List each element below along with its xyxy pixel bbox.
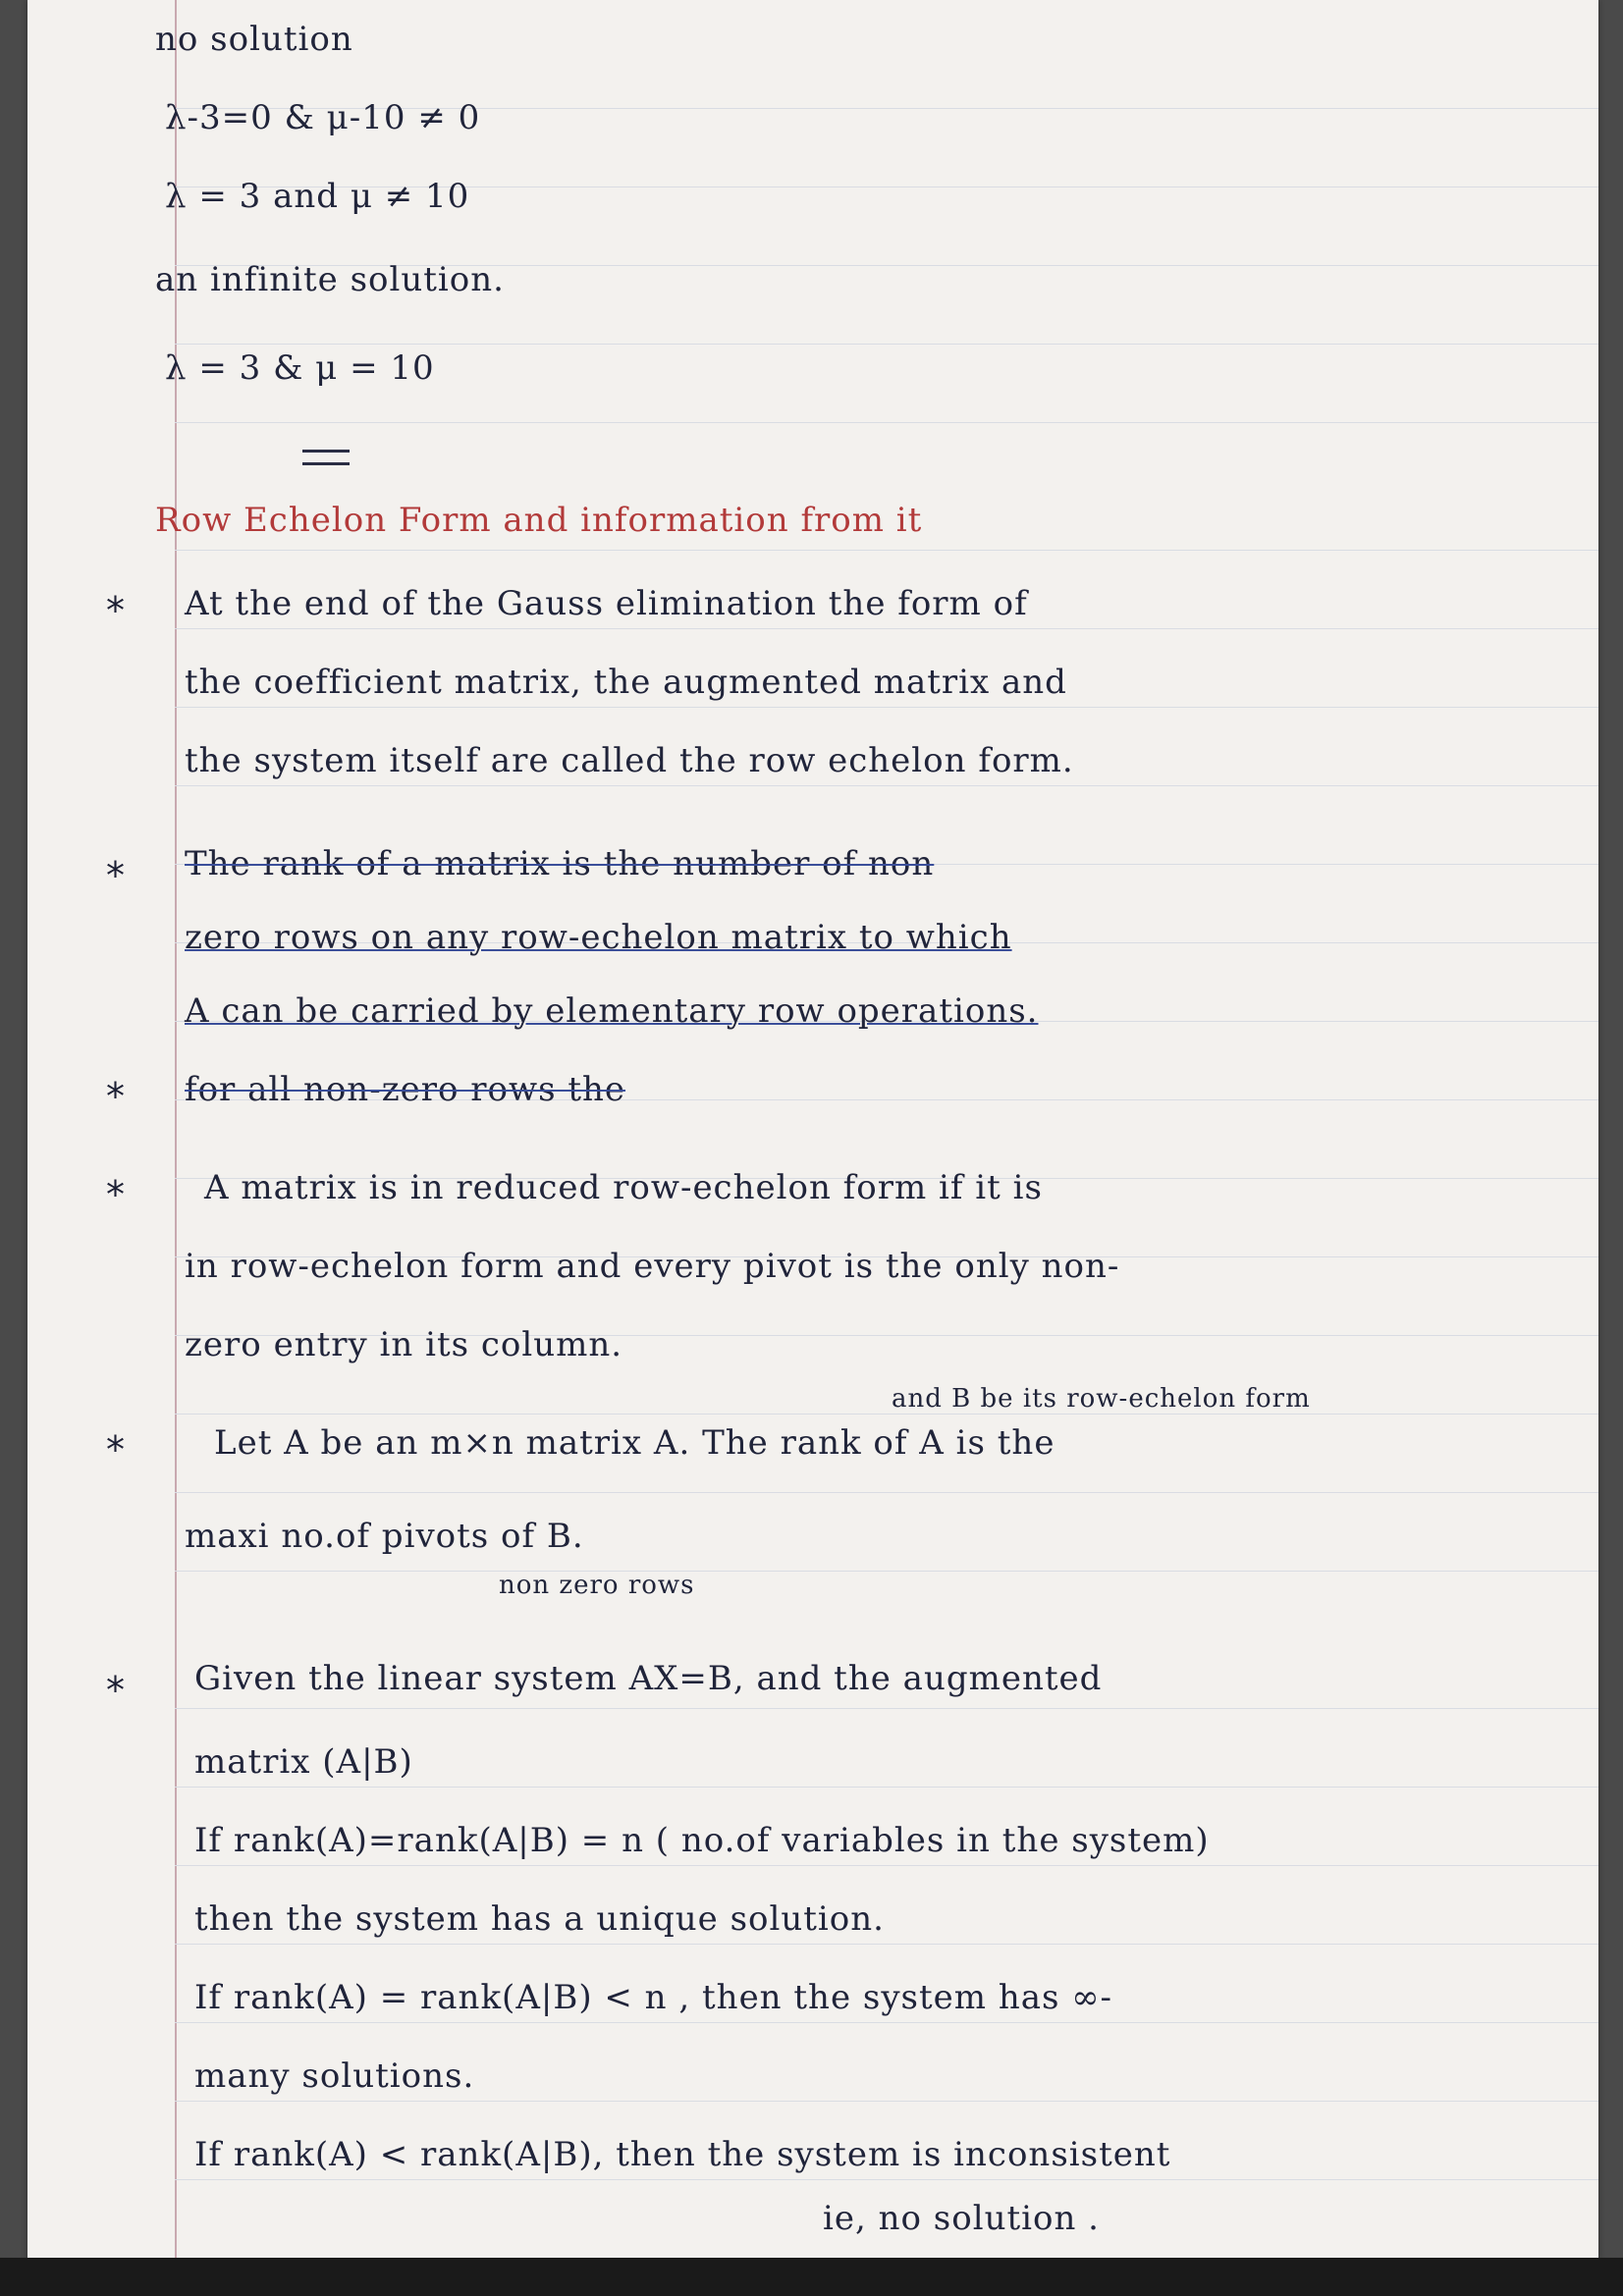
note-line: ie, no solution . [823, 2199, 1100, 2238]
note-line: λ = 3 and μ ≠ 10 [165, 177, 470, 216]
ruled-line [175, 1414, 1598, 1415]
ruled-line [175, 628, 1598, 629]
bullet-asterisk: * [106, 1075, 125, 1118]
ruled-line [175, 422, 1598, 423]
section-heading: Row Echelon Form and information from it [155, 501, 923, 540]
notebook-page [27, 0, 1598, 2296]
ruled-line [175, 1944, 1598, 1945]
bullet-asterisk: * [106, 589, 125, 632]
note-line: matrix (A|B) [194, 1742, 413, 1782]
note-line: no solution [155, 20, 353, 59]
ruled-line [175, 2179, 1598, 2180]
ruled-line [175, 2022, 1598, 2023]
double-underline [302, 450, 350, 465]
ruled-line [175, 1492, 1598, 1493]
struck-line: for all non-zero rows the [185, 1070, 626, 1109]
ruled-line [175, 1708, 1598, 1709]
note-line: If rank(A) < rank(A|B), then the system is inconsistent [194, 2135, 1171, 2174]
note-line: If rank(A)=rank(A|B) = n ( no.of variables in the system) [194, 1821, 1210, 1860]
note-line: A can be carried by elementary row operations. [185, 991, 1039, 1031]
note-line: λ = 3 & μ = 10 [165, 348, 435, 388]
note-line: the coefficient matrix, the augmented matrix and [185, 663, 1067, 702]
note-line: Given the linear system AX=B, and the augmented [194, 1659, 1103, 1698]
note-line: A matrix is in reduced row-echelon form if it is [204, 1168, 1043, 1207]
bullet-asterisk: * [106, 854, 125, 897]
note-line: then the system has a unique solution. [194, 1899, 885, 1939]
note-line: zero entry in its column. [185, 1325, 623, 1364]
note-line: λ-3=0 & μ-10 ≠ 0 [165, 98, 481, 137]
bullet-asterisk: * [106, 1669, 125, 1712]
note-line: Let A be an m×n matrix A. The rank of A is the [214, 1423, 1055, 1463]
note-line: At the end of the Gauss elimination the form of [185, 584, 1028, 623]
note-line: many solutions. [194, 2056, 475, 2096]
photo-bottom-edge [0, 2258, 1623, 2296]
margin-note: and B be its row-echelon form [892, 1384, 1311, 1414]
ruled-line [175, 785, 1598, 786]
note-line: zero rows on any row-echelon matrix to which [185, 918, 1012, 957]
note-line: the system itself are called the row echelon form. [185, 741, 1074, 780]
ruled-line [175, 1571, 1598, 1572]
note-line: maxi no.of pivots of B. [185, 1517, 584, 1556]
note-line: an infinite solution. [155, 260, 505, 299]
ruled-line [175, 1787, 1598, 1788]
annotation: non zero rows [499, 1571, 695, 1600]
struck-line: The rank of a matrix is the number of non [185, 844, 935, 883]
note-line: If rank(A) = rank(A|B) < n , then the system has ∞- [194, 1978, 1113, 2017]
ruled-line [175, 2101, 1598, 2102]
ruled-line [175, 550, 1598, 551]
bullet-asterisk: * [106, 1428, 125, 1471]
note-line: in row-echelon form and every pivot is the only non- [185, 1247, 1120, 1286]
ruled-line [175, 707, 1598, 708]
ruled-line [175, 344, 1598, 345]
bullet-asterisk: * [106, 1173, 125, 1216]
ruled-line [175, 1865, 1598, 1866]
